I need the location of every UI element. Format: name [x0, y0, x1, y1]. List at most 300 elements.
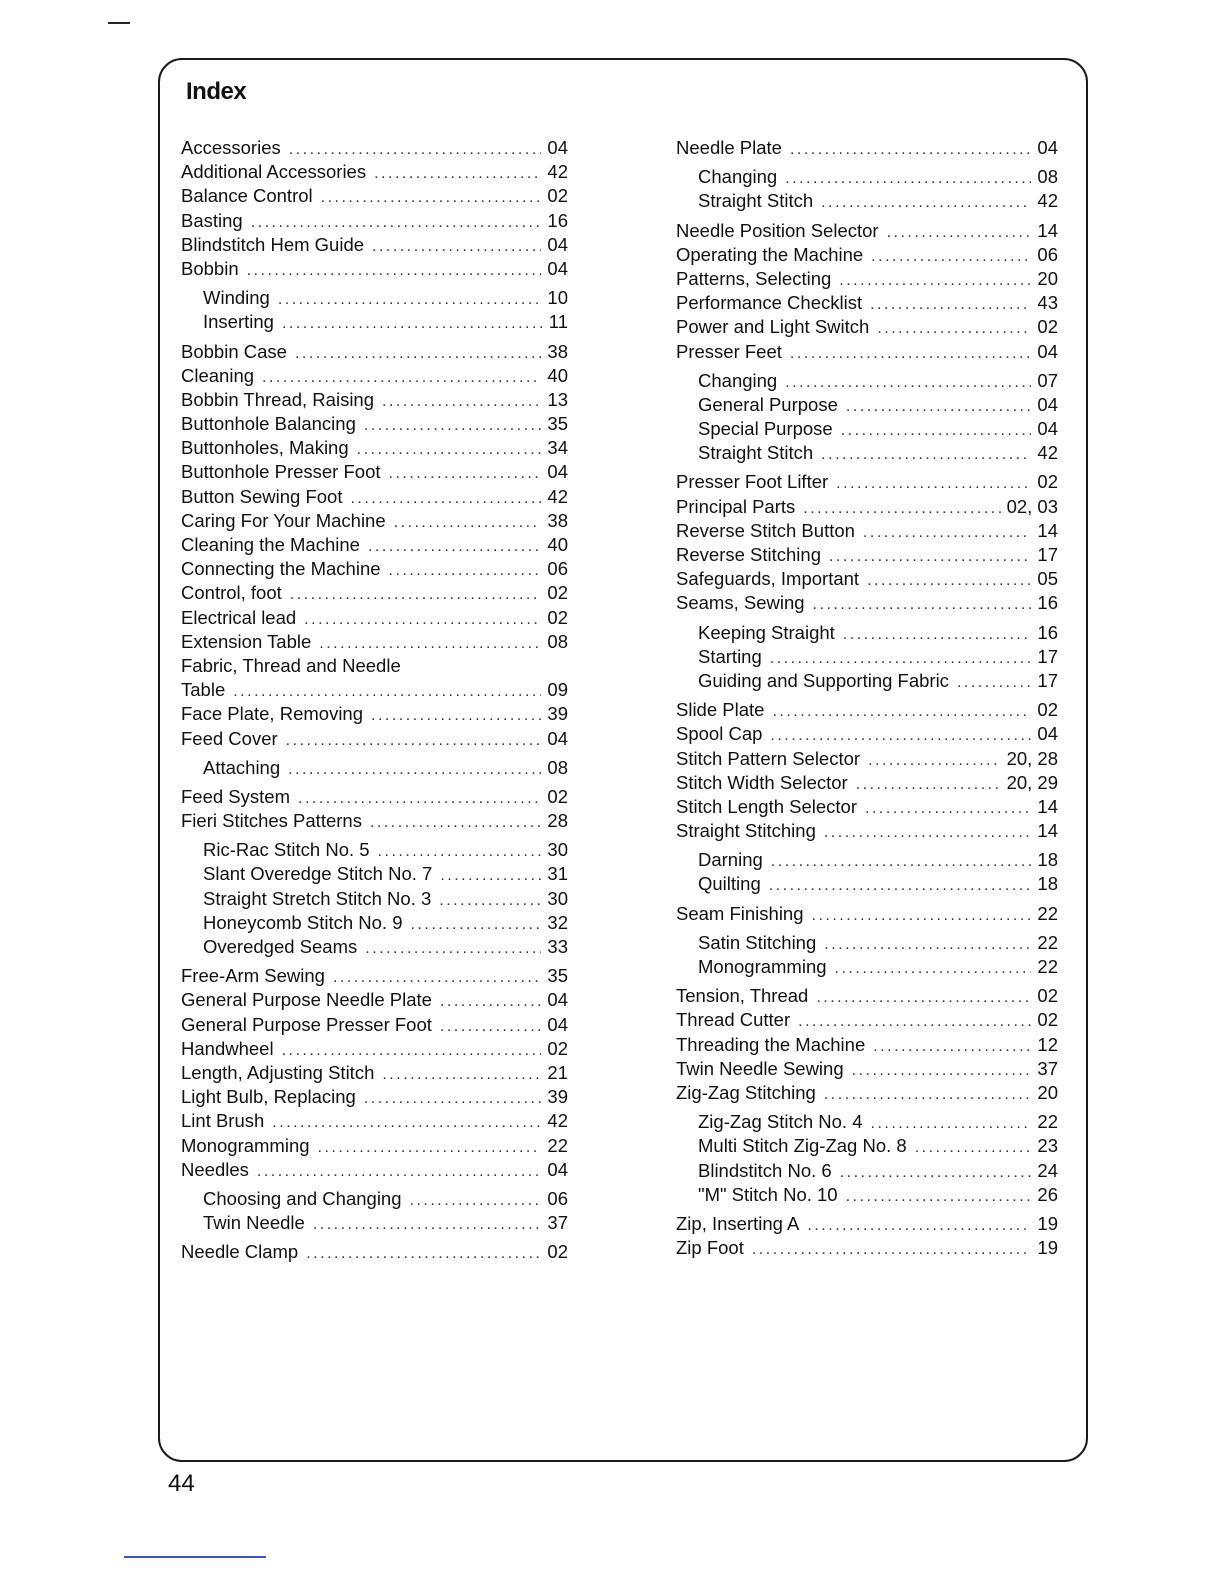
index-entry-label: Guiding and Supporting Fabric	[698, 669, 949, 691]
dot-leader	[382, 1063, 541, 1087]
index-entry	[676, 189, 1058, 213]
index-entry-page: 02	[1037, 316, 1058, 338]
dot-leader	[873, 1035, 1031, 1059]
index-entry	[676, 543, 1058, 567]
index-entry-label: Buttonhole Presser Foot	[181, 461, 381, 483]
dot-leader	[770, 647, 1032, 671]
index-entry-label: Handwheel	[181, 1037, 274, 1059]
index-entry-label: Monogramming	[181, 1134, 310, 1156]
index-entry	[181, 209, 568, 233]
dot-leader	[887, 221, 1032, 245]
index-entry-page: 06	[1037, 243, 1058, 265]
index-entry-label: Power and Light Switch	[676, 316, 870, 338]
index-entry	[181, 581, 568, 605]
index-entry-label: Extension Table	[181, 630, 312, 652]
dot-leader	[410, 913, 541, 937]
index-entry-page: 42	[547, 485, 568, 507]
index-entry-label: Tension, Thread	[676, 985, 809, 1007]
dot-leader	[319, 632, 541, 656]
dot-leader	[370, 811, 541, 835]
dot-leader	[272, 1111, 541, 1135]
index-entry-page: 16	[1037, 592, 1058, 614]
index-entry	[676, 495, 1058, 519]
corner-mark	[108, 22, 130, 24]
index-entry	[676, 872, 1058, 896]
index-entry	[181, 1109, 568, 1133]
index-entry	[181, 233, 568, 257]
index-entry-page: 14	[1037, 820, 1058, 842]
index-entry-page: 04	[547, 257, 568, 279]
index-entry-page: 17	[1037, 544, 1058, 565]
index-entry-label: Seams, Sewing	[676, 592, 805, 614]
dot-leader	[295, 342, 541, 366]
dot-leader	[282, 1039, 542, 1063]
index-entry-label: Changing	[698, 369, 778, 391]
index-entry-page: 02	[547, 1241, 568, 1263]
index-entry-label: Table	[181, 679, 226, 701]
index-entry-label: Feed Cover	[181, 727, 278, 749]
index-entry-label: Satin Stitching	[698, 931, 817, 953]
index-entry-page: 24	[1037, 1159, 1058, 1181]
index-entry-page: 20, 28	[1006, 747, 1058, 769]
index-entry-label: Twin Needle Sewing	[676, 1057, 844, 1079]
dot-leader	[852, 1059, 1032, 1083]
dot-leader	[439, 889, 541, 913]
dot-leader	[807, 1214, 1031, 1238]
index-entry	[181, 1187, 568, 1211]
dot-leader	[957, 671, 1031, 695]
index-entry-page: 06	[547, 1187, 568, 1209]
index-entry	[676, 470, 1058, 494]
index-entry-page: 39	[547, 1086, 568, 1108]
index-entry-page: 06	[547, 558, 568, 580]
index-entry	[181, 533, 568, 557]
dot-leader	[364, 1087, 542, 1111]
index-entry-page: 04	[547, 1013, 568, 1035]
dot-leader	[247, 259, 542, 283]
dot-leader	[798, 1010, 1031, 1034]
index-entry-page: 42	[547, 1110, 568, 1132]
index-entry	[181, 678, 568, 702]
index-entry-label: Fieri Stitches Patterns	[181, 810, 362, 832]
index-entry	[676, 1134, 1058, 1158]
index-entry-label: Safeguards, Important	[676, 568, 860, 590]
index-entry	[676, 567, 1058, 591]
index-entry	[181, 257, 568, 281]
dot-leader	[374, 162, 541, 186]
index-entry-page: 35	[547, 413, 568, 435]
index-entry	[676, 591, 1058, 615]
index-entry-page: 04	[547, 461, 568, 483]
index-entry	[181, 964, 568, 988]
dot-leader	[262, 366, 541, 390]
index-entry-page: 20	[1037, 1081, 1058, 1103]
index-entry-label: Bobbin Thread, Raising	[181, 388, 375, 410]
index-entry-page: 02, 03	[1006, 495, 1058, 517]
index-entry-label: Zig-Zag Stitching	[676, 1081, 816, 1103]
dot-leader	[772, 700, 1031, 724]
index-entry-page: 22	[1037, 931, 1058, 953]
dot-leader	[840, 1161, 1032, 1185]
index-entry-page: 40	[547, 534, 568, 555]
index-entry-label: Slide Plate	[676, 699, 765, 721]
index-entry-label: Winding	[203, 287, 270, 309]
index-entry-label: Feed System	[181, 785, 290, 807]
index-entry-page: 30	[547, 887, 568, 909]
index-entry-page: 14	[1037, 795, 1058, 817]
dot-leader	[813, 593, 1032, 617]
index-entry-label: Threading the Machine	[676, 1033, 866, 1055]
index-entry-page: 02	[1037, 985, 1058, 1007]
dot-leader	[440, 864, 541, 888]
index-entry-page: 22	[1037, 902, 1058, 924]
index-entry-label: Quilting	[698, 873, 761, 895]
index-entry-page: 33	[547, 936, 568, 957]
index-entry-label: Blindstitch No. 6	[698, 1159, 832, 1181]
dot-leader	[836, 472, 1031, 496]
index-entry-label: Basting	[181, 209, 243, 231]
index-entry-page: 22	[547, 1134, 568, 1156]
dot-leader	[803, 497, 1000, 521]
index-entry	[181, 911, 568, 935]
index-entry-page: 32	[547, 911, 568, 933]
index-entry	[181, 160, 568, 184]
dot-leader	[790, 342, 1032, 366]
index-entry	[181, 485, 568, 509]
index-entry	[676, 315, 1058, 339]
index-entry-page: 13	[547, 388, 568, 410]
index-entry-label: Light Bulb, Replacing	[181, 1086, 356, 1108]
index-entry-page: 16	[1037, 621, 1058, 643]
index-entry-page: 09	[547, 679, 568, 701]
index-entry-label: Reverse Stitching	[676, 544, 821, 565]
index-entry	[676, 519, 1058, 543]
index-entry-label: Straight Stitch	[698, 442, 814, 464]
index-entry-label: Length, Adjusting Stitch	[181, 1061, 375, 1083]
dot-leader	[824, 821, 1032, 845]
index-entry-label: Twin Needle	[203, 1212, 305, 1234]
index-entry-page: 38	[547, 509, 568, 531]
index-entry	[181, 756, 568, 780]
dot-leader	[812, 904, 1032, 928]
index-entry-label: Straight Stitching	[676, 820, 816, 842]
index-entry-page: 28	[547, 810, 568, 832]
index-entry-label: Button Sewing Foot	[181, 485, 343, 507]
index-entry	[181, 1037, 568, 1061]
index-entry	[181, 509, 568, 533]
index-entry	[181, 412, 568, 436]
dot-leader	[321, 186, 542, 210]
index-entry	[676, 393, 1058, 417]
index-entry	[676, 1057, 1058, 1081]
dot-leader	[282, 312, 543, 336]
dot-leader	[824, 933, 1031, 957]
index-entry-label: Buttonholes, Making	[181, 437, 349, 459]
index-entry-page: 19	[1037, 1237, 1058, 1259]
index-entry	[181, 1061, 568, 1085]
dot-leader	[357, 438, 542, 462]
index-entry	[181, 1013, 568, 1037]
index-entry-page: 04	[1037, 340, 1058, 362]
dot-leader	[871, 1112, 1032, 1136]
dot-leader	[856, 773, 1001, 797]
dot-leader	[333, 966, 541, 990]
index-entry	[181, 935, 568, 959]
index-entry-label: Bobbin Case	[181, 340, 287, 362]
index-entry-page: 02	[1037, 471, 1058, 493]
dot-leader	[841, 419, 1032, 443]
index-entry-page: 17	[1037, 669, 1058, 691]
index-entry-label: Zip Foot	[676, 1237, 744, 1259]
index-entry	[676, 771, 1058, 795]
index-entry-label: Principal Parts	[676, 495, 796, 517]
index-entry-page: 14	[1037, 519, 1058, 541]
index-entry-label: Straight Stitch	[698, 190, 814, 212]
index-entry-page: 11	[548, 311, 568, 333]
index-entry-page: 21	[547, 1061, 568, 1083]
dot-leader	[440, 990, 541, 1014]
dot-leader	[867, 569, 1031, 593]
index-entry-page: 08	[1037, 166, 1058, 188]
index-entry-page: 20	[1037, 267, 1058, 289]
index-entry	[181, 436, 568, 460]
index-entry-page: 18	[1037, 849, 1058, 871]
index-entry-label: Inserting	[203, 311, 274, 333]
index-entry-label: Starting	[698, 645, 762, 667]
index-entry	[181, 364, 568, 388]
index-entry	[181, 460, 568, 484]
dot-leader	[304, 608, 541, 632]
dot-leader	[785, 167, 1031, 191]
dot-leader	[371, 704, 541, 728]
index-entry-label: Changing	[698, 166, 778, 188]
index-entry-page: 20, 29	[1006, 771, 1058, 793]
index-entry-label: Stitch Pattern Selector	[676, 747, 861, 769]
dot-leader	[843, 623, 1032, 647]
dot-leader	[770, 724, 1031, 748]
index-entry-label: Needle Plate	[676, 137, 782, 158]
index-entry	[181, 988, 568, 1012]
index-entry	[676, 645, 1058, 669]
index-entry-label: Additional Accessories	[181, 161, 367, 183]
index-entry-label: Presser Foot Lifter	[676, 471, 829, 493]
index-entry	[676, 267, 1058, 291]
index-entry-label: Lint Brush	[181, 1110, 265, 1132]
dot-leader	[410, 1189, 542, 1213]
index-entry-label: Operating the Machine	[676, 243, 864, 265]
index-entry-page: 02	[547, 582, 568, 604]
index-entry-label: Thread Cutter	[676, 1009, 791, 1031]
index-entry-label: Ric-Rac Stitch No. 5	[203, 839, 370, 861]
dot-leader	[821, 443, 1031, 467]
index-entry-label: Seam Finishing	[676, 902, 804, 924]
index-entry	[676, 621, 1058, 645]
index-entry	[181, 654, 568, 678]
index-entry-page: 02	[547, 1037, 568, 1059]
index-entry	[676, 1081, 1058, 1105]
index-entry-page: 34	[547, 437, 568, 459]
index-entry-page: 23	[1037, 1135, 1058, 1157]
dot-leader	[389, 462, 542, 486]
index-entry	[181, 1211, 568, 1235]
index-entry	[676, 369, 1058, 393]
index-entry-label: Needle Position Selector	[676, 219, 879, 241]
dot-leader	[306, 1242, 541, 1266]
dot-leader	[289, 138, 542, 162]
index-entry	[181, 702, 568, 726]
index-entry-label: Darning	[698, 849, 763, 871]
index-entry	[676, 698, 1058, 722]
index-entry-page: 04	[1037, 393, 1058, 415]
index-entry-page: 04	[547, 989, 568, 1011]
dot-leader	[394, 511, 542, 535]
index-entry-label: Face Plate, Removing	[181, 703, 364, 725]
index-entry	[676, 417, 1058, 441]
index-entry-page: 05	[1037, 568, 1058, 590]
dot-leader	[915, 1136, 1032, 1160]
index-entry-label: Cleaning the Machine	[181, 534, 360, 555]
index-entry-label: Overedged Seams	[203, 936, 358, 957]
index-entry-label: Balance Control	[181, 185, 313, 207]
index-entry-label: Stitch Width Selector	[676, 771, 848, 793]
index-entry-label: Performance Checklist	[676, 292, 863, 314]
index-entry-label: Zip, Inserting A	[676, 1212, 800, 1234]
dot-leader	[769, 874, 1032, 898]
dot-leader	[298, 787, 541, 811]
index-entry	[181, 136, 568, 160]
index-entry-page: 30	[547, 839, 568, 861]
dot-leader	[382, 390, 541, 414]
index-entry	[676, 441, 1058, 465]
index-entry	[676, 848, 1058, 872]
index-entry-page: 04	[547, 137, 568, 158]
page-number: 44	[168, 1470, 195, 1497]
index-entry	[676, 1008, 1058, 1032]
index-entry-page: 04	[1037, 723, 1058, 745]
index-entry-label: General Purpose Needle Plate	[181, 989, 432, 1011]
index-entry	[181, 838, 568, 862]
index-entry-label: Attaching	[203, 756, 281, 778]
index-entry-page: 12	[1037, 1033, 1058, 1055]
index-entry	[181, 1158, 568, 1182]
index-entry	[676, 1110, 1058, 1134]
dot-leader	[365, 937, 541, 961]
dot-leader	[877, 317, 1031, 341]
index-entry-page: 40	[547, 364, 568, 386]
index-entry-label: Slant Overedge Stitch No. 7	[203, 863, 433, 885]
index-entry-label: Stitch Length Selector	[676, 795, 857, 817]
index-entry-page: 43	[1037, 292, 1058, 314]
index-entry-label: Patterns, Selecting	[676, 267, 832, 289]
index-entry-label: "M" Stitch No. 10	[698, 1183, 838, 1205]
dot-leader	[863, 521, 1032, 545]
index-entry-label: Needles	[181, 1158, 249, 1180]
index-entry	[181, 727, 568, 751]
index-entry-label: Accessories	[181, 137, 281, 158]
index-entry	[676, 136, 1058, 160]
index-entry-label: Reverse Stitch Button	[676, 519, 855, 541]
dot-leader	[286, 729, 542, 753]
index-entry-label: Caring For Your Machine	[181, 509, 386, 531]
index-entry-page: 42	[547, 161, 568, 183]
index-entry-page: 35	[547, 965, 568, 987]
index-entry-page: 22	[1037, 1111, 1058, 1133]
index-entry	[676, 1183, 1058, 1207]
dot-leader	[389, 559, 542, 583]
index-entry	[676, 1212, 1058, 1236]
index-entry-page: 02	[547, 185, 568, 207]
dot-leader	[372, 235, 541, 259]
index-entry-label: Bobbin	[181, 257, 239, 279]
page-title: Index	[186, 78, 247, 105]
index-entry-label: Needle Clamp	[181, 1241, 299, 1263]
index-entry-page: 02	[1037, 699, 1058, 721]
index-entry-page: 02	[1037, 1009, 1058, 1031]
index-entry-page: 02	[547, 785, 568, 807]
index-entry-page: 04	[1037, 418, 1058, 440]
dot-leader	[364, 414, 542, 438]
index-entry	[181, 606, 568, 630]
dot-leader	[290, 583, 542, 607]
index-entry-page: 39	[547, 703, 568, 725]
index-entry	[676, 722, 1058, 746]
index-entry	[181, 286, 568, 310]
dot-leader	[233, 680, 541, 704]
dot-leader	[824, 1083, 1032, 1107]
index-entry	[676, 747, 1058, 771]
dot-leader	[350, 487, 541, 511]
index-entry	[676, 1033, 1058, 1057]
index-entry	[181, 862, 568, 886]
dot-leader	[871, 245, 1031, 269]
index-entry-label: General Purpose	[698, 393, 838, 415]
dot-leader	[829, 545, 1031, 569]
index-entry-page: 04	[547, 727, 568, 749]
index-entry-page: 04	[1037, 137, 1058, 158]
index-entry	[676, 819, 1058, 843]
dot-leader	[440, 1015, 542, 1039]
dot-leader	[368, 535, 541, 559]
index-entry	[181, 1240, 568, 1264]
dot-leader	[257, 1160, 542, 1184]
dot-leader	[278, 288, 542, 312]
index-entry-page: 14	[1037, 219, 1058, 241]
index-column-right	[676, 136, 1058, 1260]
index-entry-page: 22	[1037, 956, 1058, 977]
index-entry	[181, 388, 568, 412]
index-entry-page: 37	[547, 1212, 568, 1234]
dot-leader	[816, 986, 1031, 1010]
index-entry	[181, 809, 568, 833]
index-entry	[676, 955, 1058, 979]
dot-leader	[378, 840, 542, 864]
dot-leader	[771, 850, 1032, 874]
index-entry	[181, 310, 568, 334]
index-entry-label: General Purpose Presser Foot	[181, 1013, 432, 1035]
dot-leader	[835, 957, 1032, 981]
index-entry	[181, 557, 568, 581]
index-entry	[676, 1159, 1058, 1183]
index-entry-page: 19	[1037, 1212, 1058, 1234]
dot-leader	[288, 758, 541, 782]
index-entry-label: Control, foot	[181, 582, 282, 604]
index-entry	[676, 291, 1058, 315]
index-entry-page: 26	[1037, 1183, 1058, 1205]
index-entry	[676, 931, 1058, 955]
index-entry-page: 42	[1037, 190, 1058, 212]
index-entry	[181, 1134, 568, 1158]
index-entry-page: 10	[547, 287, 568, 309]
